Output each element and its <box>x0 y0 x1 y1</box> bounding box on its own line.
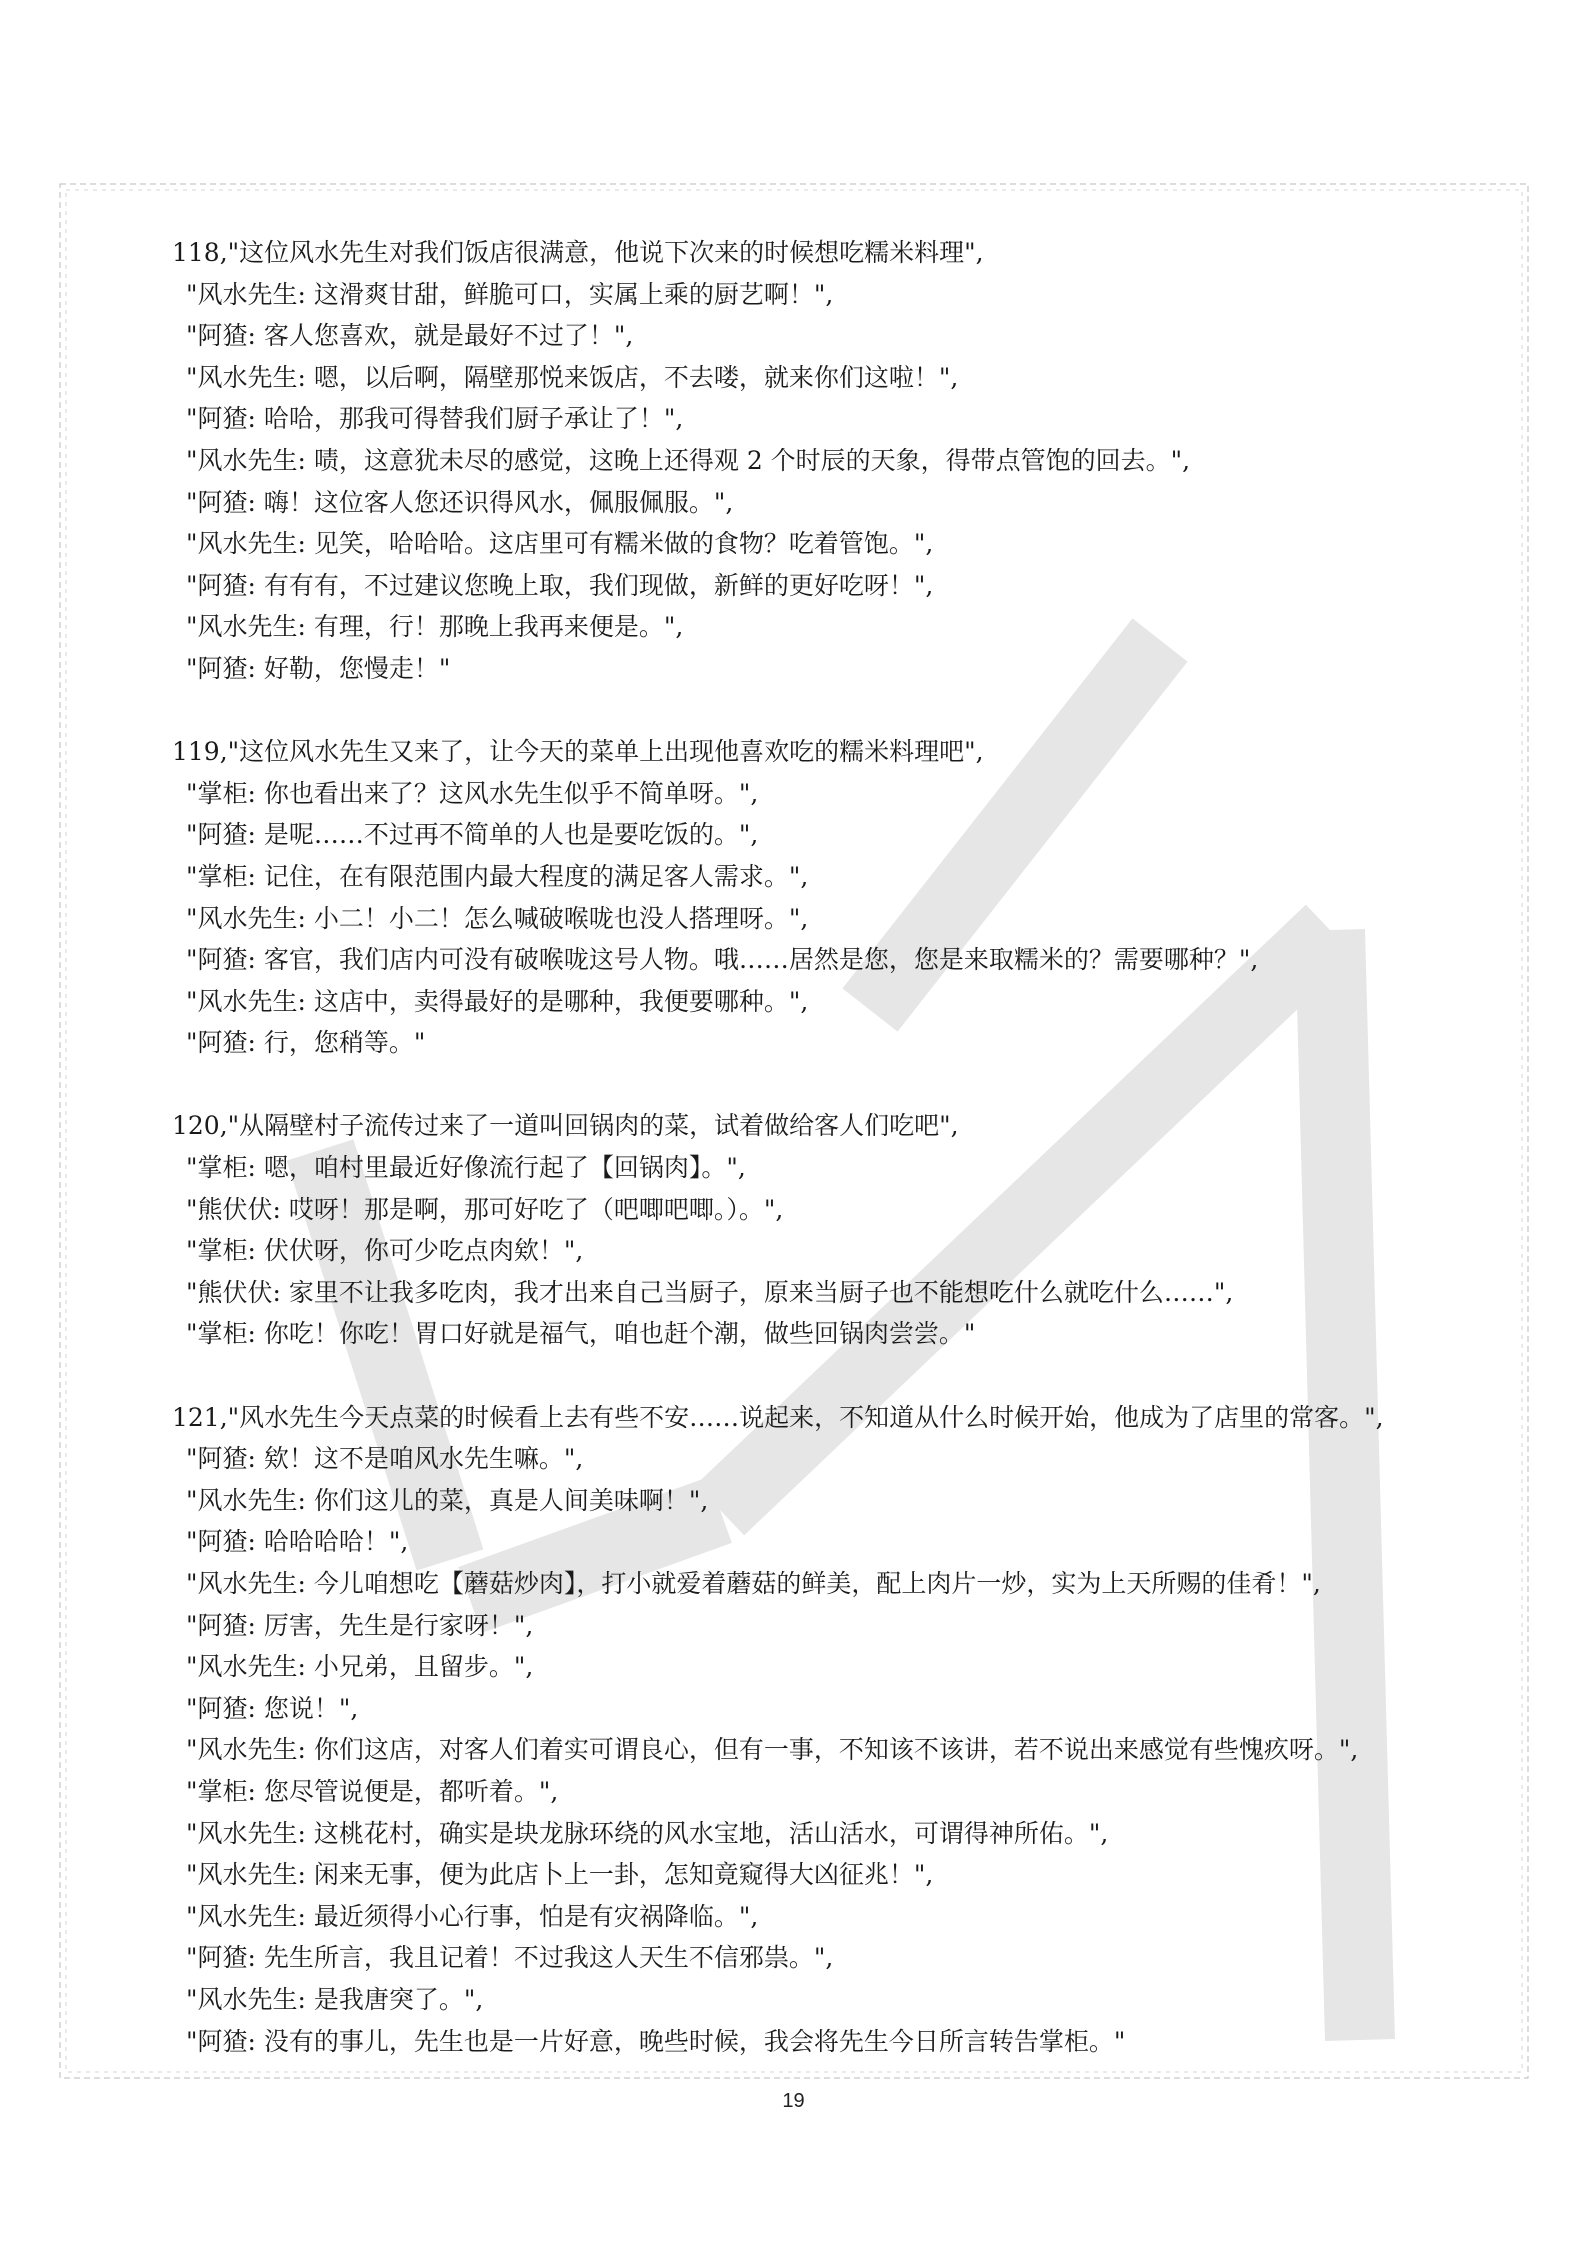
dialogue-line: "熊伏伏: 哎呀！那是啊，那可好吃了（吧唧吧唧。）。", <box>186 1194 784 1224</box>
entry-title: 118,"这位风水先生对我们饭店很满意，他说下次来的时候想吃糯米料理", <box>172 238 984 267</box>
dialogue-line: "阿猹: 先生所言，我且记着！不过我这人天生不信邪祟。", <box>186 1943 834 1973</box>
dialogue-line: "掌柜: 伏伏呀，你可少吃点肉欸！", <box>186 1236 584 1266</box>
dialogue-line: "掌柜: 记住，在有限范围内最大程度的满足客人需求。", <box>186 861 809 891</box>
entry-title: 119,"这位风水先生又来了，让今天的菜单上出现他喜欢吃的糯米料理吧", <box>172 737 984 767</box>
dialogue-line: "熊伏伏: 家里不让我多吃肉，我才出来自己当厨子，原来当厨子也不能想吃什么就吃什么……", <box>186 1277 1234 1307</box>
dialogue-entry <box>172 1105 1532 1355</box>
dialogue-entry <box>172 731 1532 1064</box>
dialogue-entry <box>172 232 1532 690</box>
dialogue-line: "风水先生: 小二！小二！怎么喊破喉咙也没人搭理呀。", <box>186 903 809 933</box>
dialogue-line: "阿猹: 没有的事儿，先生也是一片好意，晚些时候，我会将先生今日所言转告掌柜。" <box>186 2026 1126 2056</box>
dialogue-line: "阿猹: 好勒，您慢走！" <box>186 653 451 683</box>
dialogue-line: "风水先生: 今儿咱想吃【蘑菇炒肉】，打小就爱着蘑菇的鲜美，配上肉片一炒，实为上天所赐的佳肴！", <box>186 1569 1321 1598</box>
dialogue-line: "风水先生: 这滑爽甘甜，鲜脆可口，实属上乘的厨艺啊！", <box>186 279 834 309</box>
dialogue-line: "风水先生: 你们这店，对客人们着实可谓良心，但有一事，不知该不该讲，若不说出来感觉有些愧疚呀。", <box>186 1735 1359 1765</box>
dialogue-line: "风水先生: 最近须得小心行事，怕是有灾祸降临。", <box>186 1901 759 1931</box>
dialogue-line: "掌柜: 你吃！你吃！胃口好就是福气，咱也赶个潮，做些回锅肉尝尝。" <box>186 1319 976 1349</box>
dialogue-line: "风水先生: 这店中，卖得最好的是哪种，我便要哪种。", <box>186 986 809 1016</box>
dialogue-line: "风水先生: 这桃花村，确实是块龙脉环绕的风水宝地，活山活水，可谓得神所佑。", <box>186 1818 1109 1848</box>
dialogue-line: "阿猹: 行，您稍等。" <box>186 1028 426 1058</box>
dialogue-line: "风水先生: 嗯，以后啊，隔壁那悦来饭店，不去喽，就来你们这啦！", <box>186 362 959 392</box>
dialogue-line: "阿猹: 是呢……不过再不简单的人也是要吃饭的。", <box>186 820 759 850</box>
dialogue-line: "阿猹: 客官，我们店内可没有破喉咙这号人物。哦……居然是您，您是来取糯米的？需要哪种？", <box>186 945 1259 975</box>
dialogue-line: "掌柜: 您尽管说便是，都听着。", <box>186 1776 559 1806</box>
dialogue-line: "风水先生: 小兄弟，且留步。", <box>186 1652 534 1682</box>
dialogue-line: "掌柜: 你也看出来了？这风水先生似乎不简单呀。", <box>186 778 759 808</box>
dialogue-line: "阿猹: 欸！这不是咱风水先生嘛。", <box>186 1444 584 1474</box>
dialogue-line: "阿猹: 您说！", <box>186 1693 359 1723</box>
dialogue-line: "风水先生: 是我唐突了。", <box>186 1984 484 2014</box>
dialogue-line: "风水先生: 啧，这意犹未尽的感觉，这晚上还得观 2 个时辰的天象，得带点管饱的回去。", <box>186 445 1191 475</box>
dialogue-line: "阿猹: 哈哈，那我可得替我们厨子承让了！", <box>186 404 684 434</box>
dialogue-line: "阿猹: 有有有，不过建议您晚上取，我们现做，新鲜的更好吃呀！", <box>186 570 934 600</box>
entry-title: 121,"风水先生今天点菜的时候看上去有些不安……说起来，不知道从什么时候开始，他成为了店里的常客。", <box>172 1402 1384 1432</box>
dialogue-line: "阿猹: 客人您喜欢，就是最好不过了！", <box>186 321 634 351</box>
dialogue-line: "阿猹: 哈哈哈哈！", <box>186 1527 409 1557</box>
entry-title: 120,"从隔壁村子流传过来了一道叫回锅肉的菜，试着做给客人们吃吧", <box>172 1111 959 1141</box>
dialogue-line: "风水先生: 你们这儿的菜，真是人间美味啊！", <box>186 1485 709 1515</box>
dialogue-line: "阿猹: 厉害，先生是行家呀！", <box>186 1610 534 1640</box>
dialogue-line: "掌柜: 嗯，咱村里最近好像流行起了【回锅肉】。", <box>186 1153 746 1183</box>
dialogue-line: "阿猹: 嗨！这位客人您还识得风水，佩服佩服。", <box>186 487 734 517</box>
page-number: 19 <box>782 2090 805 2112</box>
dialogue-entry <box>172 1397 1532 2063</box>
document-body <box>172 232 1532 2104</box>
dialogue-line: "风水先生: 闲来无事，便为此店卜上一卦，怎知竟窥得大凶征兆！", <box>186 1860 934 1890</box>
dialogue-line: "风水先生: 见笑，哈哈哈。这店里可有糯米做的食物？吃着管饱。", <box>186 529 934 559</box>
dialogue-line: "风水先生: 有理，行！那晚上我再来便是。", <box>186 612 684 642</box>
